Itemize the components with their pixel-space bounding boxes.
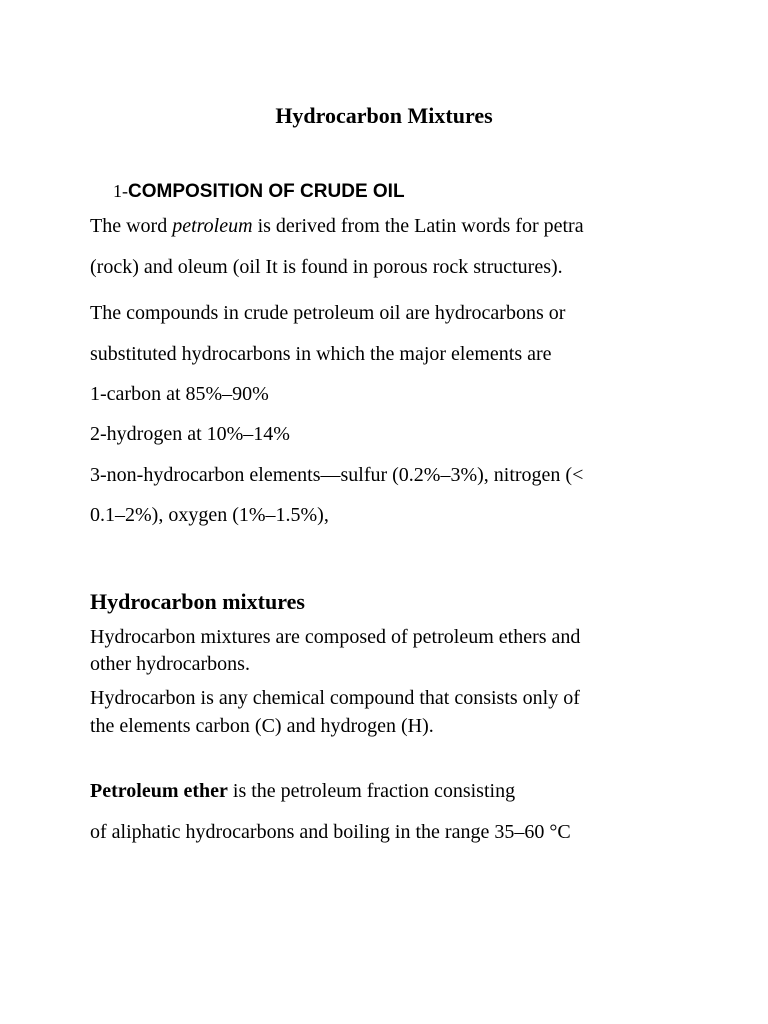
paragraph-line: the elements carbon (C) and hydrogen (H). xyxy=(90,715,434,737)
paragraph-line: Hydrocarbon is any chemical compound that consists only of xyxy=(90,687,580,709)
text-span: is the petroleum fraction consisting xyxy=(227,780,516,802)
list-item: 2-hydrogen at 10%–14% xyxy=(90,423,290,445)
paragraph-line xyxy=(90,214,584,238)
text-span: is derived from the Latin words for petra xyxy=(252,215,584,237)
section-title: COMPOSITION OF CRUDE OIL xyxy=(128,181,405,202)
paragraph-line: (rock) and oleum (oil It is found in porous rock structures). xyxy=(90,256,563,278)
paragraph-line: other hydrocarbons. xyxy=(90,653,250,675)
emphasis-text: petroleum xyxy=(172,215,253,237)
list-item: 1-carbon at 85%–90% xyxy=(90,383,269,405)
paragraph-line xyxy=(90,779,515,803)
section-number: 1- xyxy=(113,181,128,201)
section-heading-composition xyxy=(113,179,405,205)
list-item: 0.1–2%), oxygen (1%–1.5%), xyxy=(90,504,329,526)
document-title: Hydrocarbon Mixtures xyxy=(275,103,493,128)
section-heading-mixtures: Hydrocarbon mixtures xyxy=(90,589,305,614)
paragraph-line: substituted hydrocarbons in which the major elements are xyxy=(90,343,552,365)
text-span: The word xyxy=(90,215,173,237)
paragraph-line: Hydrocarbon mixtures are composed of petroleum ethers and xyxy=(90,626,581,648)
paragraph-line: of aliphatic hydrocarbons and boiling in the range 35–60 °C xyxy=(90,821,571,843)
bold-term: Petroleum ether xyxy=(90,780,228,802)
list-item: 3-non-hydrocarbon elements—sulfur (0.2%–3%), nitrogen (< xyxy=(90,464,584,486)
paragraph-line: The compounds in crude petroleum oil are hydrocarbons or xyxy=(90,302,566,324)
